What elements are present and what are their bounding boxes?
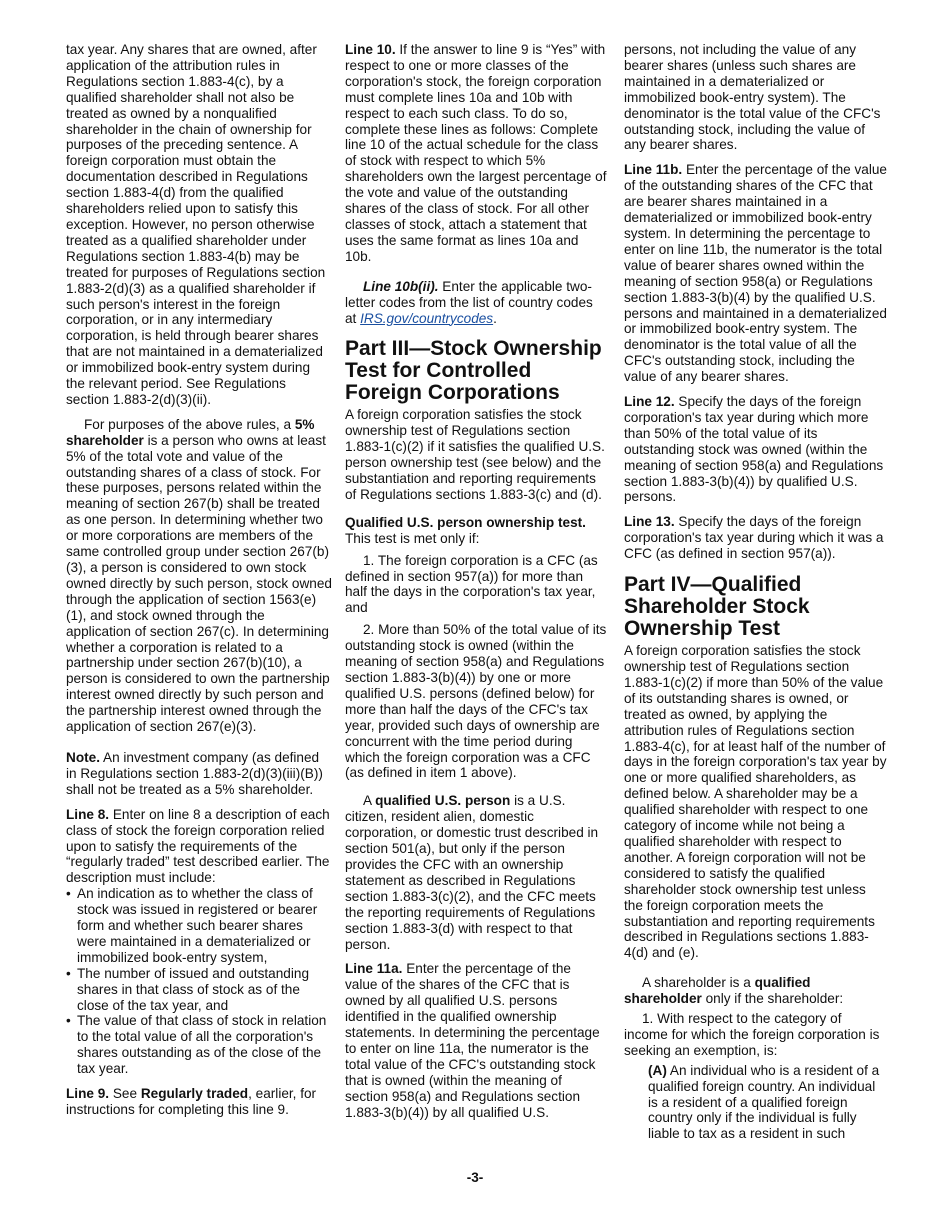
bullet-item: • An indication as to whether the class of stock was issued in registered or bearer form and whether such bearer shares were maintained in a dematerialized or immobilized book-entry system, xyxy=(66,886,318,965)
line8-label: Line 8. xyxy=(66,806,110,822)
numbered-item-1: 1. The foreign corporation is a CFC (as defined in section 957(a)) for more than half the days in the corporation's tax year, and xyxy=(345,552,598,616)
bullet-item: • The number of issued and outstanding shares in that class of stock as of the close of the tax year, and xyxy=(66,965,310,1013)
line10b-paragraph: Line 10b(ii). Enter the applicable two-letter codes from the list of country codes at IRS.gov/countrycodes. xyxy=(345,278,593,326)
bullet-item: • The value of that class of stock in relation to the total value of all the corporation's shares outstanding as of the close of the tax year. xyxy=(66,1013,327,1077)
sub-item-a: (A) An individual who is a resident of a qualified foreign country. An individual is a resident of a qualified foreign country only if the individual is fully liable to tax as a resident in such xyxy=(648,1062,880,1142)
line11b-label: Line 11b. xyxy=(624,162,683,178)
part3-paragraph: A foreign corporation satisfies the stock ownership test of Regulations section 1.883-1(c)(2) if it satisfies the qualified U.S. person ownership test (see below) and the substantiation and reporting requirements of Regulations sections 1.883-3(c) and (d). xyxy=(345,407,605,502)
bullet-icon: • xyxy=(66,965,71,981)
note-paragraph: Note. An investment company (as defined in Regulations section 1.883-2(d)(3)(iii)(B)) shall not be treated as a 5% shareholder. xyxy=(66,749,323,797)
sub-item-a-label: (A) xyxy=(648,1062,667,1078)
line12-paragraph: Line 12. Specify the days of the foreign corporation's tax year during which more than 50% of the total value of its outstanding stock was owned (within the meaning of section 958(a) and Regulations section 1.883-3(b)(4)) by qualified U.S. persons. xyxy=(624,394,884,505)
qus-test-paragraph: Qualified U.S. person ownership test. This test is met only if: xyxy=(345,514,586,546)
term-5pct-shareholder: 5% shareholder xyxy=(66,416,315,448)
line11b-paragraph: Line 11b. Enter the percentage of the value of the outstanding shares of the CFC that are bearer shares maintained in a dematerialized or immobilized book-entry system. In determining the percentage to enter on line 11b, the numerator is the total value of bearer shares owned within the meaning of section 958(a) or Regulations section 1.883-3(b)(4) by the qualified U.S. persons and maintained in a dematerialized or immobilized book-entry system. The denominator is the total value of all the CFC's outstanding stock, including the value of any bearer shares. xyxy=(624,162,887,385)
paragraph: persons, not including the value of any bearer shares (unless such shares are maintained in a dematerialized or immobilized book-entry system). The denominator is the total value of the CFC's outstanding stock, including the value of any bearer shares. xyxy=(624,42,881,153)
part3-heading: Part III—Stock Ownership Test for Controlled Foreign Corporations xyxy=(345,337,602,405)
page-number: -3- xyxy=(466,1170,484,1185)
paragraph-5pct-shareholder: For purposes of the above rules, a 5% shareholder is a person who owns at least 5% of the total vote and value of the outstanding shares of a class of stock. For these purposes, persons related within the meaning of section 267(b) shall be treated as one person. In determining whether two or more corporations are members of the same controlled group under section 267(b)(3), a person is considered to own stock owned directly by such person, stock owned through the application of section 1563(e)(1), and stock owned through the application of section 267(c). In determining whether a corporation is related to a partnership under section 267(b)(10), a person is considered to own the partnership interest owned directly by such person and the partnership interest owned through the application of section 267(e)(3). xyxy=(66,416,332,735)
line9-paragraph: Line 9. See Regularly traded, earlier, for instructions for completing this line 9. xyxy=(66,1086,317,1117)
paragraph: tax year. Any shares that are owned, after application of the attribution rules in Regulations section 1.883-4(c), by a qualified shareholder shall not also be treated as owned by a nonqualified shareholder in the chain of ownership for purposes of the preceding sentence. A foreign corporation must obtain the documentation described in Regulations section 1.883-4(d) from the qualified shareholders relied upon to satisfy this exception. However, no person otherwise treated as a qualified shareholder under Regulations section 1.883-4(b) may be treated for purposes of Regulations section 1.883-2(d)(3) as a qualified shareholder if such person's interest in the foreign corporation, or in any intermediary corporation, is held through bearer shares that are not maintained in a dematerialized or immobilized book-entry system during the relevant period. See Regulations section 1.883-2(d)(3)(ii). xyxy=(66,42,326,407)
qualified-person-paragraph: A qualified U.S. person is a U.S. citizen, resident alien, domestic corporation, or domestic trust described in section 501(a), but only if the person provides the CFC with an ownership statement as described in Regulations section 1.883-3(c)(2), and the CFC meets the reporting requirements of Regulations section 1.883-3(d) with respect to that person. xyxy=(345,793,599,952)
line11a-paragraph: Line 11a. Enter the percentage of the value of the shares of the CFC that is owned by all qualified U.S. persons identified in the qualified ownership statements. In determining the percentage to enter on line 11a, the numerator is the total value of the CFC's outstanding stock that is owned (within the meaning of section 958(a) and Regulations section 1.883-3(b)(4)) by all qualified U.S. xyxy=(345,961,600,1120)
term-qualified-shareholder: qualified shareholder xyxy=(624,975,811,1007)
column-left xyxy=(66,42,332,1127)
qus-test-label: Qualified U.S. person ownership test. xyxy=(345,514,586,530)
part4-heading: Part IV—Qualified Shareholder Stock Ownership Test xyxy=(624,573,810,641)
numbered-item-1: 1. With respect to the category of income for which the foreign corporation is seeking an exemption, is: xyxy=(624,1011,880,1058)
line10-label: Line 10. xyxy=(345,42,396,57)
line10-paragraph: Line 10. If the answer to line 9 is “Yes” with respect to one or more classes of the corporation's stock, the foreign corporation must complete lines 10a and 10b with respect to each such class. To do so, complete these lines as follows: Complete line 10 of the actual schedule for the class of stock with respect to which 5% shareholders own the largest percentage of the vote and value of the outstanding shares of the class of stock. For all other classes of stock, attach a statement that uses the same format as lines 10a and 10b. xyxy=(345,42,607,264)
line10b-label: Line 10b(ii). xyxy=(363,278,439,294)
column-right xyxy=(624,42,888,1142)
numbered-item-2: 2. More than 50% of the total value of its outstanding stock is owned (within the meaning of section 958(a) and Regulations section 1.883-3(b)(4)) by one or more qualified U.S. persons (defined below) for more than half the days of the CFC's tax year, provided such days of ownership are concurrent with the time period during which the foreign corporation was a CFC (as defined in item 1 above). xyxy=(345,622,607,781)
bullet-icon: • xyxy=(66,1013,71,1029)
line11a-label: Line 11a. xyxy=(345,961,403,977)
term-regularly-traded: Regularly traded xyxy=(140,1086,249,1102)
note-label: Note. xyxy=(66,749,100,765)
bullet-icon: • xyxy=(66,886,71,902)
line13-paragraph: Line 13. Specify the days of the foreign corporation's tax year during which it was a CFC (as defined in section 957(a)). xyxy=(624,514,884,562)
column-middle xyxy=(345,42,607,1129)
line8-paragraph: Line 8. Enter on line 8 a description of each class of stock the foreign corporation relied upon to satisfy the requirements of the “regularly traded” test described earlier. The description must include: xyxy=(66,806,330,886)
country-codes-link[interactable]: IRS.gov/countrycodes xyxy=(360,310,494,326)
term-qualified-us-person: qualified U.S. person xyxy=(375,793,511,809)
part4-paragraph: A foreign corporation satisfies the stock ownership test of Regulations section 1.883-1(c)(2) if more than 50% of the value of its outstanding shares is owned, or treated as owned, by applying the attribution rules of Regulations section 1.883-4(c), for at least half of the number of days in the foreign corporation's tax year by one or more qualified shareholders, as defined below. A shareholder may be a qualified shareholder with respect to one category of income while not being a qualified shareholder with respect to another. A foreign corporation will not be considered to satisfy the qualified shareholder stock ownership test unless the foreign corporation meets the substantiation and reporting requirements described in Regulations sections 1.883-4(d) and (e). xyxy=(624,643,887,961)
line13-label: Line 13. xyxy=(624,514,675,530)
line12-label: Line 12. xyxy=(624,394,675,410)
qualified-shareholder-paragraph: A shareholder is a qualified shareholder only if the shareholder: xyxy=(624,975,844,1007)
line9-label: Line 9. xyxy=(66,1086,110,1102)
